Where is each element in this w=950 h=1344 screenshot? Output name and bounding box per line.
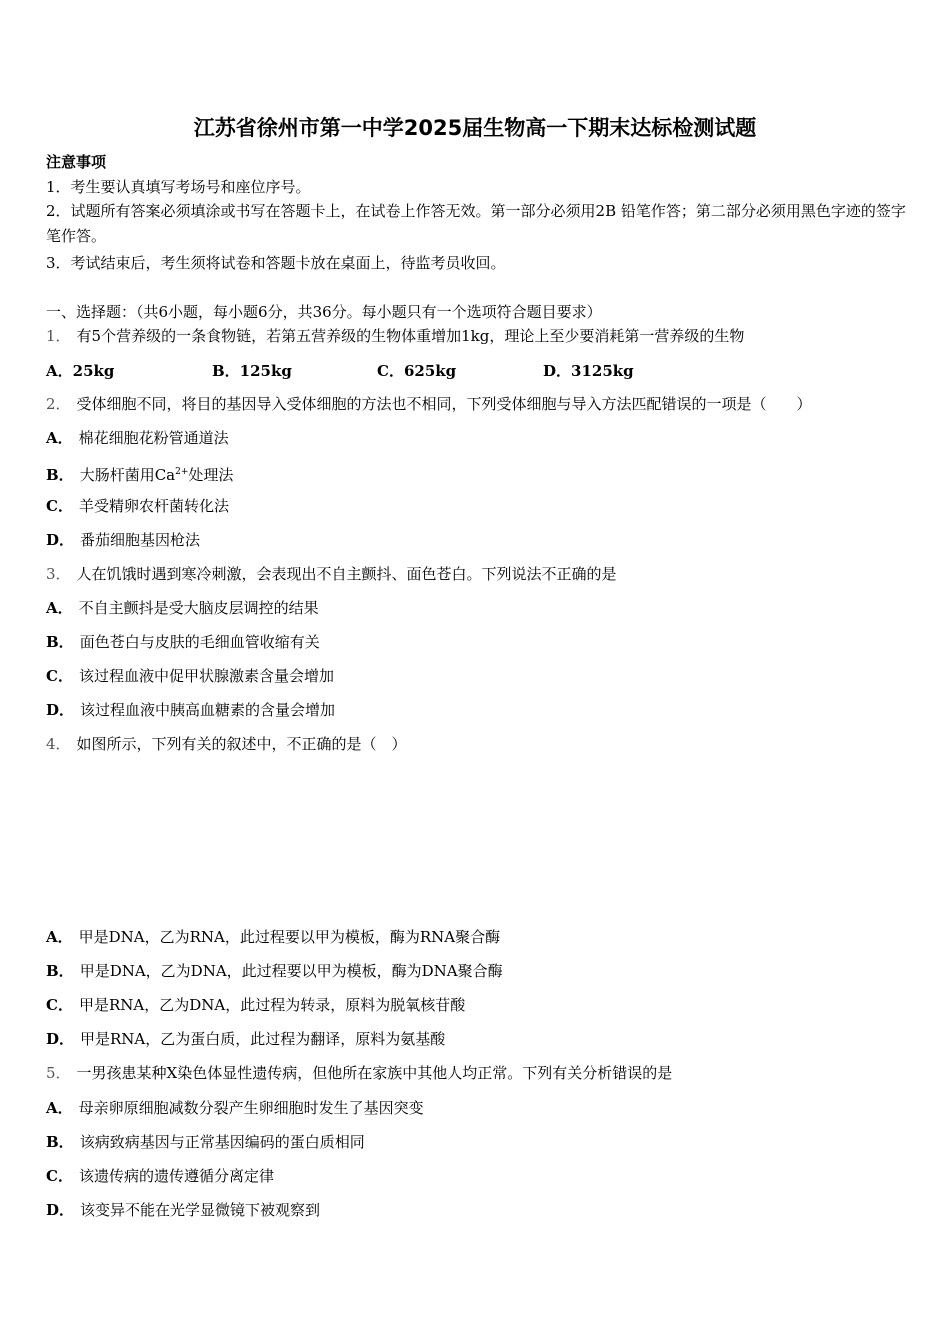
question-2-option-d[interactable]	[46, 530, 200, 550]
question-3-option-b[interactable]	[46, 632, 320, 652]
notice-item-3: 3．考试结束后，考生须将试卷和答题卡放在桌面上，待监考员收回。	[46, 254, 506, 272]
option-label: A．	[46, 599, 73, 617]
question-2-option-c[interactable]	[46, 496, 229, 516]
option-label: D．	[46, 1030, 75, 1048]
option-label: B．	[46, 466, 74, 484]
question-number: 5．	[46, 1064, 71, 1082]
option-text: 该遗传病的遗传遵循分离定律	[78, 1167, 274, 1185]
option-label: D．	[46, 701, 75, 719]
option-text: 该过程血液中胰高血糖素的含量会增加	[80, 701, 336, 719]
question-4-option-d[interactable]	[46, 1029, 445, 1049]
question-4	[46, 734, 407, 754]
question-5-option-c[interactable]	[46, 1166, 274, 1186]
option-label: C．	[46, 1167, 73, 1185]
option-text: 棉花细胞花粉管通道法	[78, 429, 229, 447]
option-text: 面色苍白与皮肤的毛细血管收缩有关	[79, 633, 320, 651]
option-label: C．	[46, 497, 73, 515]
option-label: B．	[46, 633, 74, 651]
option-label: B．	[46, 962, 74, 980]
notice-item-2: 2．试题所有答案必须填涂或书写在答题卡上，在试卷上作答无效。第一部分必须用2B 铅笔作答；第二部分必须用黑色字迹的签字笔作答。	[46, 202, 906, 245]
question-text: 人在饥饿时遇到寒冷刺激，会表现出不自主颤抖、面色苍白。下列说法不正确的是	[76, 565, 617, 583]
option-label: C．	[46, 667, 73, 685]
option-text: 甲是DNA，乙为RNA，此过程要以甲为模板，酶为RNA聚合酶	[78, 928, 501, 946]
option-superscript: 2+	[175, 467, 189, 477]
option-b[interactable]: B．125kg	[212, 362, 292, 380]
question-number: 2．	[46, 395, 71, 413]
option-label: A．	[46, 1099, 73, 1117]
question-3	[46, 564, 617, 584]
question-1-options	[46, 360, 906, 382]
notice-heading: 注意事项	[46, 153, 107, 171]
option-text: 该变异不能在光学显微镜下被观察到	[80, 1201, 321, 1219]
option-label: B．	[46, 1133, 74, 1151]
option-text: 甲是RNA，乙为DNA，此过程为转录，原料为脱氧核苷酸	[78, 996, 466, 1014]
option-text: 母亲卵原细胞减数分裂产生卵细胞时发生了基因突变	[78, 1099, 424, 1117]
option-label: A．	[46, 928, 73, 946]
question-3-option-c[interactable]	[46, 666, 334, 686]
option-text: 该病致病基因与正常基因编码的蛋白质相同	[79, 1133, 365, 1151]
question-5	[46, 1063, 672, 1083]
option-label: D．	[46, 531, 75, 549]
question-4-option-c[interactable]	[46, 995, 465, 1015]
question-2-option-b[interactable]	[46, 462, 233, 485]
option-text: 羊受精卵农杆菌转化法	[78, 497, 229, 515]
option-text: 不自主颤抖是受大脑皮层调控的结果	[78, 599, 319, 617]
question-3-option-a[interactable]	[46, 598, 319, 618]
question-2-option-a[interactable]	[46, 428, 229, 448]
question-5-option-b[interactable]	[46, 1132, 365, 1152]
question-number: 4．	[46, 735, 71, 753]
question-5-option-a[interactable]	[46, 1098, 424, 1118]
option-label: C．	[46, 996, 73, 1014]
option-text: 甲是RNA，乙为蛋白质，此过程为翻译，原料为氨基酸	[80, 1030, 446, 1048]
option-text: 大肠杆菌用Ca	[79, 466, 176, 484]
option-text: 番茄细胞基因枪法	[80, 531, 201, 549]
question-3-option-d[interactable]	[46, 700, 335, 720]
option-c[interactable]: C．625kg	[377, 362, 457, 380]
question-text: 有5个营养级的一条食物链，若第五营养级的生物体重增加1kg，理论上至少要消耗第一营养级的生物	[76, 327, 745, 345]
option-text-tail: 处理法	[188, 466, 234, 484]
question-text: 如图所示，下列有关的叙述中，不正确的是（ ）	[76, 735, 407, 753]
notice-item-1: 1．考生要认真填写考场号和座位序号。	[46, 178, 311, 196]
section-heading: 一、选择题：（共6小题，每小题6分，共36分。每小题只有一个选项符合题目要求）	[46, 303, 602, 321]
question-text: 受体细胞不同，将目的基因导入受体细胞的方法也不相同，下列受体细胞与导入方法匹配错误的一项是（ ）	[76, 395, 812, 413]
question-1	[46, 326, 744, 346]
question-4-option-b[interactable]	[46, 961, 503, 981]
option-label: A．	[46, 429, 73, 447]
question-4-figure-area	[46, 765, 906, 915]
option-d[interactable]: D．3125kg	[543, 362, 634, 380]
option-a[interactable]: A．25kg	[46, 362, 115, 380]
option-text: 甲是DNA，乙为DNA，此过程要以甲为模板，酶为DNA聚合酶	[79, 962, 503, 980]
question-2	[46, 394, 812, 414]
question-4-option-a[interactable]	[46, 927, 500, 947]
question-number: 3．	[46, 565, 71, 583]
question-text: 一男孩患某种X染色体显性遗传病，但他所在家族中其他人均正常。下列有关分析错误的是	[76, 1064, 673, 1082]
question-5-option-d[interactable]	[46, 1200, 320, 1220]
option-label: D．	[46, 1201, 75, 1219]
option-text: 该过程血液中促甲状腺激素含量会增加	[78, 667, 334, 685]
question-number: 1．	[46, 327, 71, 345]
page-title: 江苏省徐州市第一中学2025届生物高一下期末达标检测试题	[193, 116, 757, 140]
